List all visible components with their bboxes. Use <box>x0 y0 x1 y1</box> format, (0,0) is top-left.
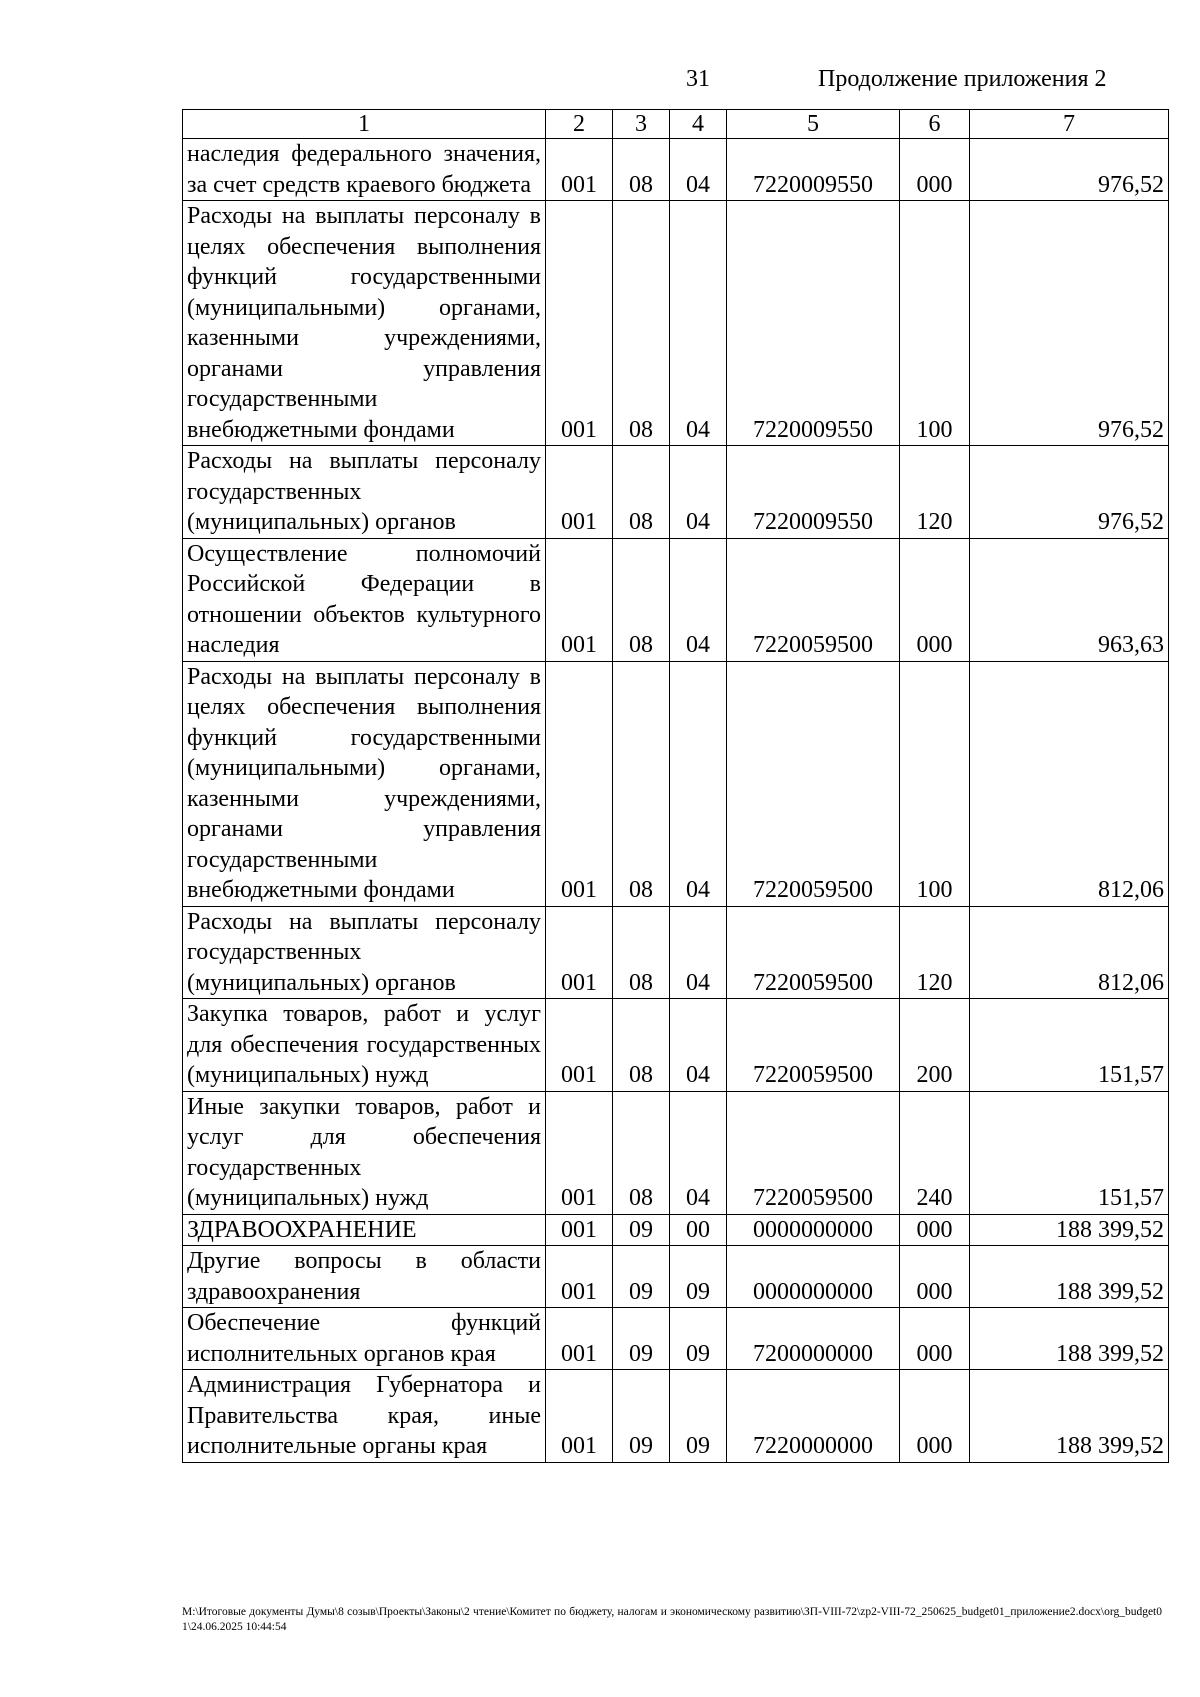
row-ministry-code: 001 <box>546 1091 613 1214</box>
row-target-article: 7200000000 <box>727 1308 900 1370</box>
budget-table <box>182 109 1169 1463</box>
row-target-article: 7220000000 <box>727 1370 900 1463</box>
row-expense-type: 120 <box>900 906 970 999</box>
row-amount: 812,06 <box>970 661 1169 906</box>
row-name: Расходы на выплаты персоналу государственных (муниципальных) органов <box>183 906 546 999</box>
row-expense-type: 100 <box>900 661 970 906</box>
row-name: Администрация Губернатора и Правительства края, иные исполнительные органы края <box>183 1370 546 1463</box>
page-caption: Продолжение приложения 2 <box>818 66 1107 92</box>
row-amount: 188 399,52 <box>970 1370 1169 1463</box>
row-name: Иные закупки товаров, работ и услуг для обеспечения государственных (муниципальных) нужд <box>183 1091 546 1214</box>
table-row <box>183 661 1169 906</box>
row-ministry-code: 001 <box>546 906 613 999</box>
row-section: 08 <box>613 999 670 1092</box>
row-target-article: 7220059500 <box>727 1091 900 1214</box>
row-subsection: 04 <box>670 906 727 999</box>
row-name: наследия федерального значения, за счет средств краевого бюджета <box>183 139 546 201</box>
column-header: 3 <box>613 110 670 139</box>
row-section: 09 <box>613 1246 670 1308</box>
row-section: 09 <box>613 1214 670 1246</box>
row-name: Закупка товаров, работ и услуг для обеспечения государственных (муниципальных) нужд <box>183 999 546 1092</box>
table-row <box>183 1308 1169 1370</box>
row-ministry-code: 001 <box>546 538 613 661</box>
row-name: Другие вопросы в области здравоохранения <box>183 1246 546 1308</box>
row-target-article: 7220009550 <box>727 201 900 446</box>
row-subsection: 04 <box>670 999 727 1092</box>
file-path-footer: M:\Итоговые документы Думы\8 созыв\Проекты\Законы\2 чтение\Комитет по бюджету, налогам и экономическому развитию\ЗП-VIII-72\zp2-VIII-72_250625_budget01_приложение2.docx\org_budget01\24.06.2025 10:44:54 <box>182 1606 1162 1633</box>
row-amount: 151,57 <box>970 1091 1169 1214</box>
row-section: 08 <box>613 906 670 999</box>
table-row <box>183 201 1169 446</box>
row-name: Осуществление полномочий Российской Федерации в отношении объектов культурного наследия <box>183 538 546 661</box>
column-header: 5 <box>727 110 900 139</box>
row-subsection: 09 <box>670 1370 727 1463</box>
table-row <box>183 1370 1169 1463</box>
row-section: 08 <box>613 661 670 906</box>
row-amount: 976,52 <box>970 201 1169 446</box>
row-subsection: 04 <box>670 538 727 661</box>
row-expense-type: 000 <box>900 139 970 201</box>
row-section: 08 <box>613 446 670 539</box>
row-target-article: 7220059500 <box>727 999 900 1092</box>
row-expense-type: 120 <box>900 446 970 539</box>
row-section: 08 <box>613 139 670 201</box>
table-row <box>183 1091 1169 1214</box>
row-subsection: 00 <box>670 1214 727 1246</box>
table-row <box>183 999 1169 1092</box>
row-subsection: 09 <box>670 1308 727 1370</box>
row-amount: 976,52 <box>970 139 1169 201</box>
table-row <box>183 1214 1169 1246</box>
row-amount: 963,63 <box>970 538 1169 661</box>
table-row <box>183 446 1169 539</box>
row-expense-type: 000 <box>900 1308 970 1370</box>
table-row <box>183 906 1169 999</box>
row-name: ЗДРАВООХРАНЕНИЕ <box>183 1214 546 1246</box>
row-ministry-code: 001 <box>546 446 613 539</box>
row-expense-type: 240 <box>900 1091 970 1214</box>
row-name: Расходы на выплаты персоналу в целях обеспечения выполнения функций государственными (муниципальными) органами, казенными учреждениями, органами управления государственными внебюджетными фондами <box>183 661 546 906</box>
row-ministry-code: 001 <box>546 1246 613 1308</box>
row-expense-type: 100 <box>900 201 970 446</box>
row-amount: 188 399,52 <box>970 1246 1169 1308</box>
page-number: 31 <box>686 66 710 92</box>
row-target-article: 0000000000 <box>727 1246 900 1308</box>
row-amount: 812,06 <box>970 906 1169 999</box>
row-subsection: 04 <box>670 446 727 539</box>
row-subsection: 04 <box>670 139 727 201</box>
row-expense-type: 000 <box>900 1246 970 1308</box>
row-subsection: 04 <box>670 1091 727 1214</box>
row-section: 08 <box>613 201 670 446</box>
row-section: 09 <box>613 1308 670 1370</box>
row-target-article: 7220059500 <box>727 538 900 661</box>
row-target-article: 7220059500 <box>727 661 900 906</box>
row-expense-type: 000 <box>900 538 970 661</box>
table-row <box>183 538 1169 661</box>
row-section: 08 <box>613 1091 670 1214</box>
row-name: Расходы на выплаты персоналу в целях обеспечения выполнения функций государственными (муниципальными) органами, казенными учреждениями, органами управления государственными внебюджетными фондами <box>183 201 546 446</box>
row-expense-type: 200 <box>900 999 970 1092</box>
row-section: 08 <box>613 538 670 661</box>
table-header-row <box>183 110 1169 139</box>
row-target-article: 7220059500 <box>727 906 900 999</box>
row-name: Расходы на выплаты персоналу государственных (муниципальных) органов <box>183 446 546 539</box>
row-ministry-code: 001 <box>546 201 613 446</box>
table-row <box>183 139 1169 201</box>
row-ministry-code: 001 <box>546 1214 613 1246</box>
row-ministry-code: 001 <box>546 1370 613 1463</box>
row-amount: 188 399,52 <box>970 1214 1169 1246</box>
row-ministry-code: 001 <box>546 999 613 1092</box>
column-header: 7 <box>970 110 1169 139</box>
table-row <box>183 1246 1169 1308</box>
row-section: 09 <box>613 1370 670 1463</box>
row-ministry-code: 001 <box>546 1308 613 1370</box>
row-subsection: 04 <box>670 661 727 906</box>
row-target-article: 0000000000 <box>727 1214 900 1246</box>
column-header: 2 <box>546 110 613 139</box>
row-amount: 151,57 <box>970 999 1169 1092</box>
column-header: 6 <box>900 110 970 139</box>
row-amount: 188 399,52 <box>970 1308 1169 1370</box>
row-amount: 976,52 <box>970 446 1169 539</box>
row-subsection: 04 <box>670 201 727 446</box>
row-target-article: 7220009550 <box>727 446 900 539</box>
row-subsection: 09 <box>670 1246 727 1308</box>
row-expense-type: 000 <box>900 1370 970 1463</box>
row-expense-type: 000 <box>900 1214 970 1246</box>
row-ministry-code: 001 <box>546 661 613 906</box>
row-ministry-code: 001 <box>546 139 613 201</box>
column-header: 4 <box>670 110 727 139</box>
column-header: 1 <box>183 110 546 139</box>
row-name: Обеспечение функций исполнительных органов края <box>183 1308 546 1370</box>
row-target-article: 7220009550 <box>727 139 900 201</box>
